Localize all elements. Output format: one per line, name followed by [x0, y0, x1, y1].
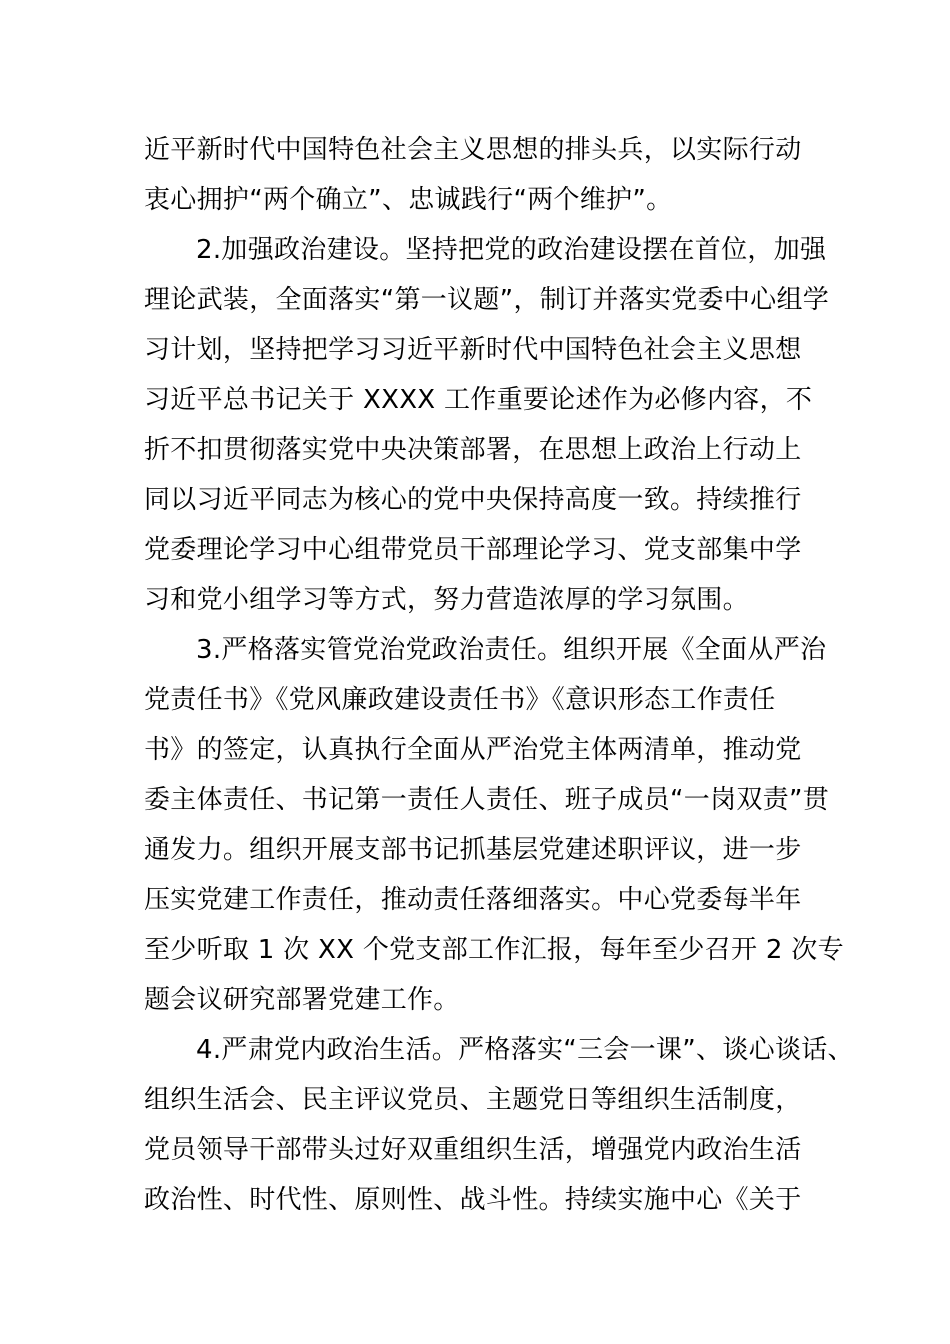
text-line: 组织生活会、民主评议党员、主题党日等组织生活制度，	[144, 1085, 802, 1115]
text-line: 至少听取 1 次 XX 个党支部工作汇报，每年至少召开 2 次专	[144, 935, 844, 965]
text-line: 政治性、时代性、原则性、战斗性。持续实施中心《关于	[144, 1185, 802, 1215]
text-line: 通发力。组织开展支部书记抓基层党建述职评议，进一步	[144, 835, 802, 865]
section-heading-line: 2.加强政治建设。坚持把党的政治建设摆在首位，加强	[196, 235, 827, 265]
text-line: 近平新时代中国特色社会主义思想的排头兵，以实际行动	[144, 135, 802, 165]
text-line: 衷心拥护“两个确立”、忠诚践行“两个维护”。	[144, 185, 673, 215]
section-heading-line: 4.严肃党内政治生活。严格落实“三会一课”、谈心谈话、	[196, 1035, 854, 1065]
text-line: 同以习近平同志为核心的党中央保持高度一致。持续推行	[144, 485, 802, 515]
section-heading-line: 3.严格落实管党治党政治责任。组织开展《全面从严治	[196, 635, 827, 665]
text-line: 委主体责任、书记第一责任人责任、班子成员“一岗双责”贯	[144, 785, 830, 815]
text-line: 题会议研究部署党建工作。	[144, 985, 460, 1015]
text-line: 习近平总书记关于 XXXX 工作重要论述作为必修内容，不	[144, 385, 813, 415]
text-line: 习计划，坚持把学习习近平新时代中国特色社会主义思想	[144, 335, 802, 365]
text-line: 党委理论学习中心组带党员干部理论学习、党支部集中学	[144, 535, 802, 565]
text-line: 理论武装，全面落实“第一议题”，制订并落实党委中心组学	[144, 285, 830, 315]
text-line: 压实党建工作责任，推动责任落细落实。中心党委每半年	[144, 885, 802, 915]
text-line: 书》的签定，认真执行全面从严治党主体两清单，推动党	[144, 735, 802, 765]
text-line: 党员领导干部带头过好双重组织生活，增强党内政治生活	[144, 1135, 802, 1165]
text-line: 折不扣贯彻落实党中央决策部署，在思想上政治上行动上	[144, 435, 802, 465]
text-line: 党责任书》《党风廉政建设责任书》《意识形态工作责任	[144, 685, 776, 715]
text-line: 习和党小组学习等方式，努力营造浓厚的学习氛围。	[144, 585, 749, 615]
